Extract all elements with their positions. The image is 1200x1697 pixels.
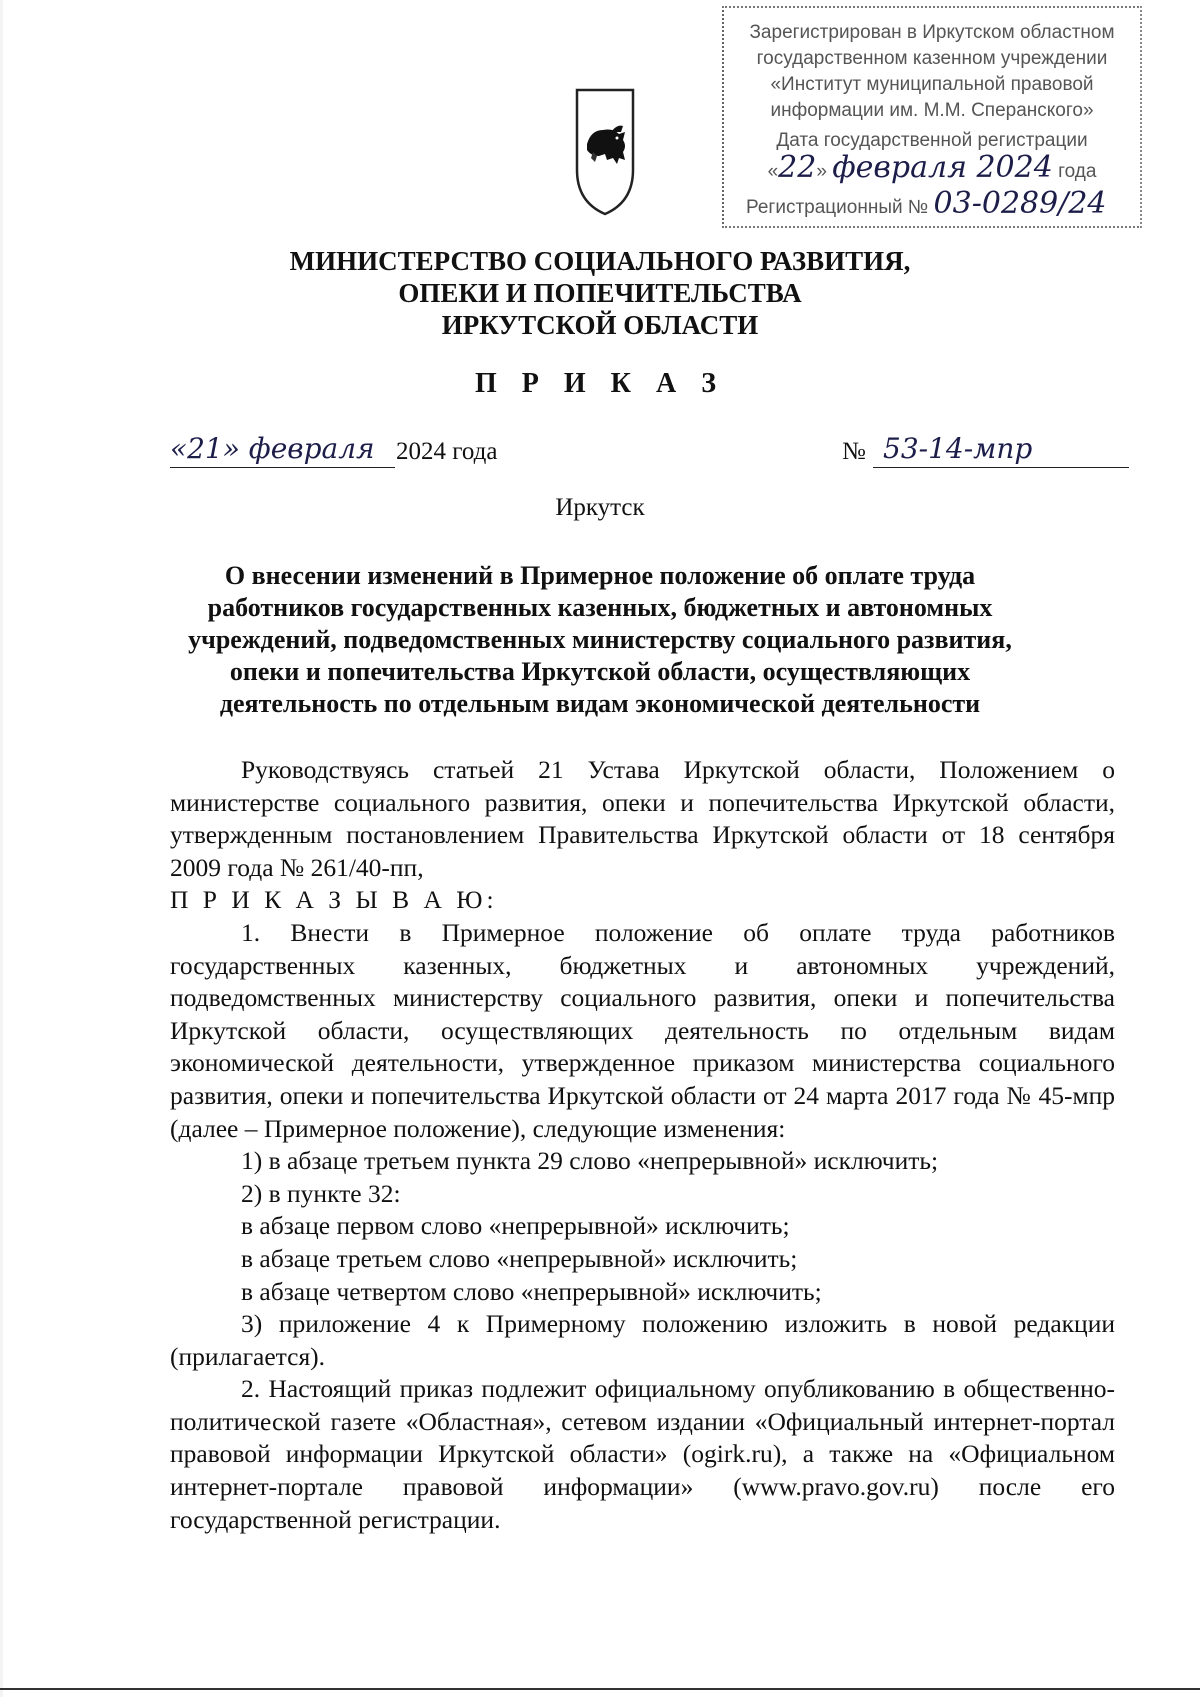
ministry-line-1: МИНИСТЕРСТВО СОЦИАЛЬНОГО РАЗВИТИЯ,: [289, 246, 911, 276]
stamp-reg-number: 03-0289/24: [933, 186, 1107, 221]
ministry-name: [0, 245, 1200, 341]
order-year: 2024 года: [396, 438, 498, 465]
item-1-subitem-1: 1) в абзаце третьем пункта 29 слово «непрерывной» исключить;: [241, 1146, 939, 1176]
subject-line: опеки и попечительства Иркутской области, осуществляющих: [229, 657, 971, 686]
stamp-date-month-year: февраля 2024: [832, 150, 1053, 185]
subject-line: учреждений, подведомственных министерству социального развития,: [188, 625, 1012, 654]
item-1-subitem-2c: в абзаце четвертом слово «непрерывной» исключить;: [241, 1276, 822, 1306]
item-1-subitem-2a: в абзаце первом слово «непрерывной» исключить;: [241, 1211, 790, 1241]
city: Иркутск: [555, 494, 645, 521]
item-2-paragraph: 2. Настоящий приказ подлежит официальному опубликованию в общественно-политической газете «Областная», сетевом издании «Официальный интернет-портал правовой информации Иркутской области» (ogirk.ru), а также на «Официальном интернет-портале правовой информации» (www.pravo.gov.ru) после его государственной регистрации.: [170, 1374, 1115, 1534]
order-word: П Р И К А З Ы В А Ю:: [170, 885, 498, 915]
order-number-handwritten: 53-14-мпр: [873, 432, 1129, 468]
stamp-registration-date: [724, 150, 1140, 185]
stamp-date-open-quote: «: [767, 161, 779, 182]
order-subject: [0, 560, 1200, 720]
stamp-line-4: информации им. М.М. Сперанского»: [770, 100, 1094, 121]
order-date-handwritten: «21» февраля: [170, 432, 395, 468]
stamp-line-1: Зарегистрирован в Иркутском областном: [749, 22, 1115, 43]
stamp-registration-number: [724, 186, 1162, 221]
date-number-line: [170, 432, 1115, 474]
ministry-line-3: ИРКУТСКОЙ ОБЛАСТИ: [441, 310, 759, 340]
ministry-line-2: ОПЕКИ И ПОПЕЧИТЕЛЬСТВА: [398, 278, 802, 308]
stamp-reg-label: Регистрационный №: [746, 197, 929, 218]
stamp-line-3: «Институт муниципальной правовой: [770, 74, 1094, 95]
registration-stamp: [722, 6, 1142, 228]
irkutsk-coat-of-arms-icon: [573, 86, 637, 218]
item-1-paragraph: 1. Внести в Примерное положение об оплате труда работников государственных казенных, бюджетных и автономных учреждений, подведомственных министерству социального развития, опеки и попечительства Иркутской области, осуществляющих деятельность по отдельным видам экономической деятельности, утвержденное приказом министерства социального развития, опеки и попечительства Иркутской области от 24 марта 2017 года № 45-мпр (далее – Примерное положение), следующие изменения:: [170, 917, 1115, 1143]
page-bottom-edge: [0, 1688, 1200, 1690]
order-number-label: №: [842, 438, 866, 465]
stamp-date-close-quote: »: [816, 161, 827, 182]
stamp-line-2: государственном казенном учреждении: [756, 48, 1108, 69]
stamp-date-suffix: года: [1058, 161, 1097, 182]
stamp-date-day: 22: [778, 150, 817, 185]
preamble-paragraph: Руководствуясь статьей 21 Устава Иркутской области, Положением о министерстве социального развития, опеки и попечительства Иркутской области, утвержденным постановлением Правительства Иркутской области от 18 сентября 2009 года № 261/40-пп,: [170, 755, 1115, 882]
item-1-subitem-2: 2) в пункте 32:: [241, 1178, 401, 1208]
item-1-subitem-3: 3) приложение 4 к Примерному положению изложить в новой редакции (прилагается).: [170, 1309, 1115, 1371]
document-type-title: П Р И К А З: [475, 368, 725, 399]
item-1-subitem-2b: в абзаце третьем слово «непрерывной» исключить;: [241, 1243, 798, 1273]
order-body: [170, 754, 1115, 1536]
stamp-line-5: Дата государственной регистрации: [776, 130, 1088, 151]
subject-line: деятельность по отдельным видам экономической деятельности: [219, 689, 981, 718]
subject-line: работников государственных казенных, бюджетных и автономных: [207, 593, 993, 622]
subject-line: О внесении изменений в Примерное положение об оплате труда: [224, 561, 976, 590]
